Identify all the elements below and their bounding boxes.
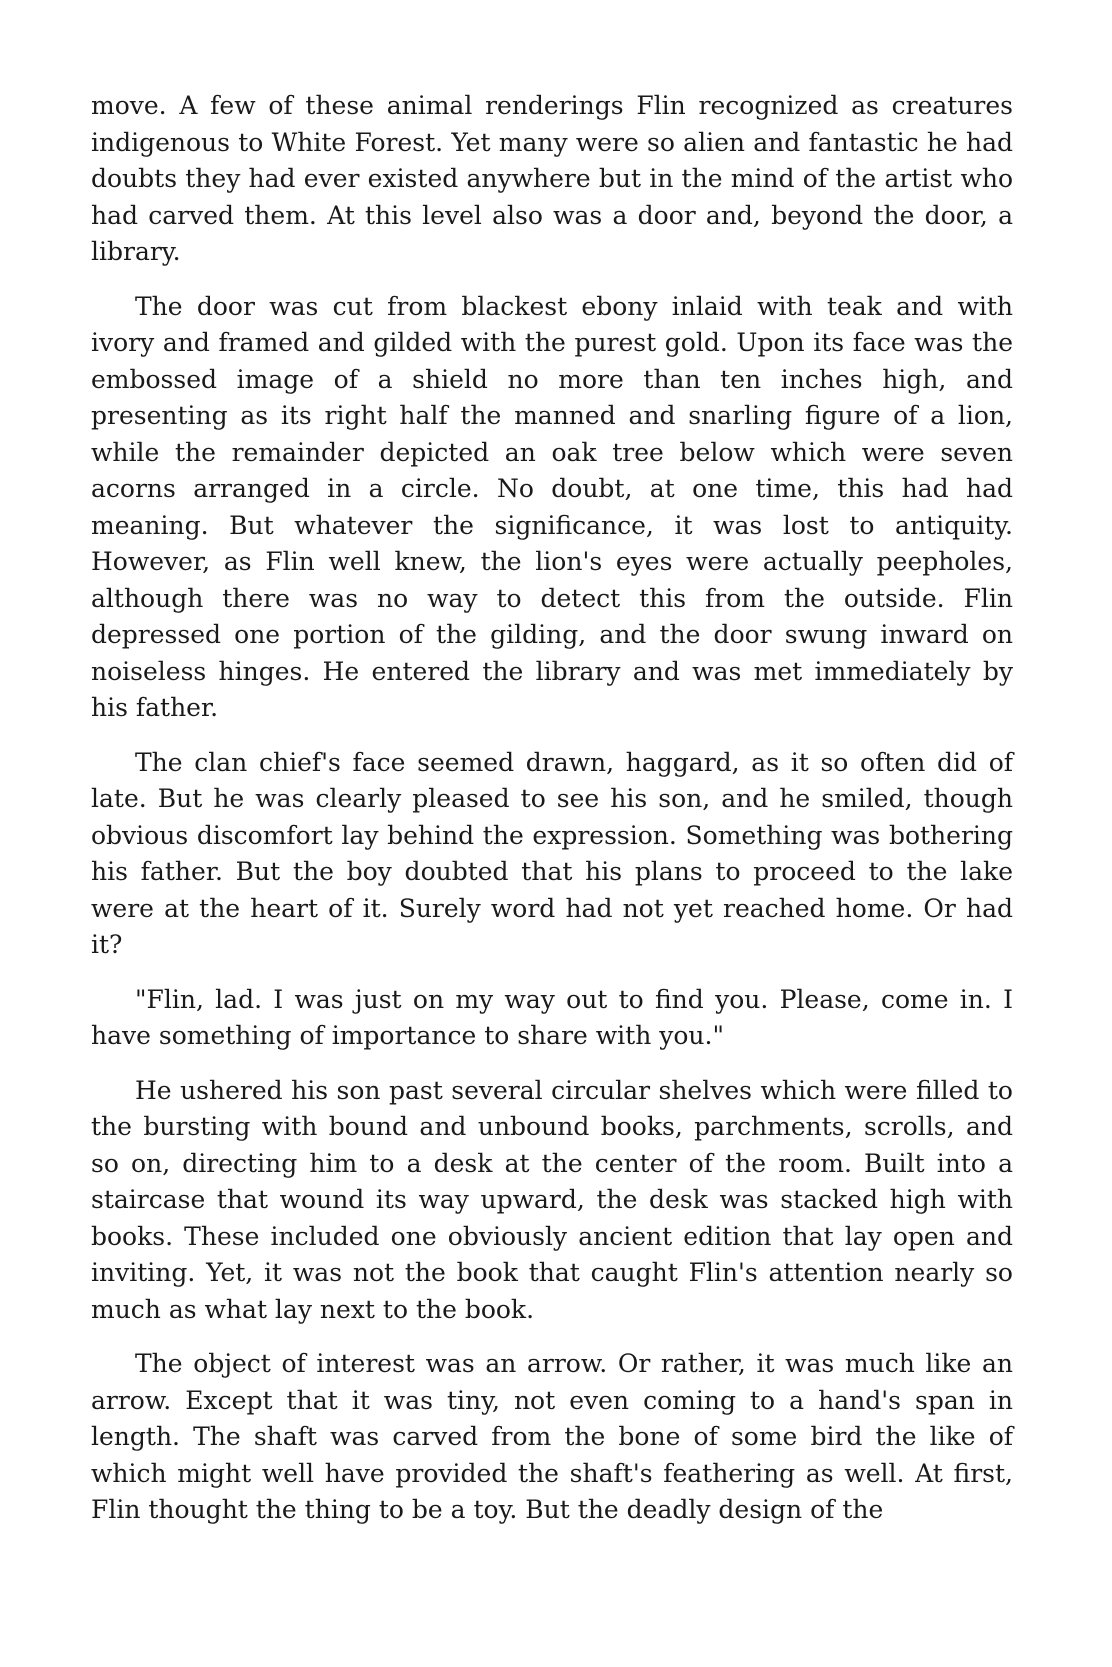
paragraph-2: The door was cut from blackest ebony inlaid with teak and with ivory and framed and gilded with the purest gold. Upon its face was the embossed image of a shield no more than ten inches high, and presenting as its right half the manned and snarling figure of a lion, while the remainder depicted an oak tree below which were seven acorns arranged in a circle. No doubt, at one time, this had had meaning. But whatever the significance, it was lost to antiquity. However, as Flin well knew, the lion's eyes were actually peepholes, although there was no way to detect this from the outside. Flin depressed one portion of the gilding, and the door swung inward on noiseless hinges. He entered the library and was met immediately by his father.	[91, 291, 1013, 722]
paragraph-6: The object of interest was an arrow. Or rather, it was much like an arrow. Except that it was tiny, not even coming to a hand's span in length. The shaft was carved from the bone of some bird the like of which might well have provided the shaft's feathering as well. At first, Flin thought the thing to be a toy. But the deadly design of the	[91, 1349, 1013, 1524]
page-body	[91, 88, 1013, 1547]
paragraph-1: move. A few of these animal renderings Flin recognized as creatures indigenous to White Forest. Yet many were so alien and fantastic he had doubts they had ever existed anywhere but in the mind of the artist who had carved them. At this level also was a door and, beyond the door, a library.	[91, 91, 1013, 266]
paragraph-3: The clan chief's face seemed drawn, haggard, as it so often did of late. But he was clearly pleased to see his son, and he smiled, though obvious discomfort lay behind the expression. Something was bothering his father. But the boy doubted that his plans to proceed to the lake were at the heart of it. Surely word had not yet reached home. Or had it?	[91, 747, 1013, 959]
paragraph-4: "Flin, lad. I was just on my way out to find you. Please, come in. I have something of importance to share with you."	[91, 984, 1013, 1050]
paragraph-5: He ushered his son past several circular shelves which were filled to the bursting with bound and unbound books, parchments, scrolls, and so on, directing him to a desk at the center of the room. Built into a staircase that wound its way upward, the desk was stacked high with books. These included one obviously ancient edition that lay open and inviting. Yet, it was not the book that caught Flin's attention nearly so much as what lay next to the book.	[91, 1075, 1013, 1324]
